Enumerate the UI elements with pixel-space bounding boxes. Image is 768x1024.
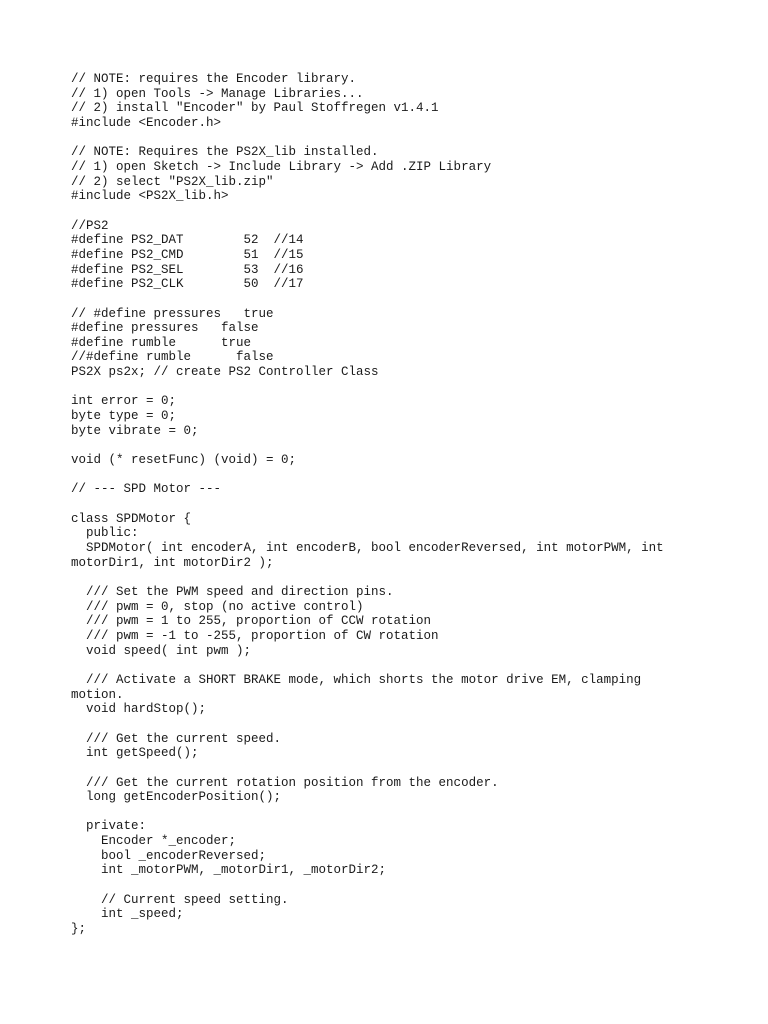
code-line: bool _encoderReversed; [71,848,267,863]
code-line: // NOTE: requires the Encoder library. [71,72,357,86]
code-line: #define PS2_SEL 53 //16 [71,262,304,277]
code-line: /// pwm = 0, stop (no active control) [71,599,364,614]
code-line: #define rumble true [71,335,252,350]
code-line: motion. [71,687,124,702]
code-line: byte vibrate = 0; [71,423,199,438]
code-line: // 1) open Tools -> Manage Libraries... [71,86,364,101]
code-line: void speed( int pwm ); [71,643,252,658]
code-line: // Current speed setting. [71,892,289,907]
code-line: #define PS2_CMD 51 //15 [71,247,304,262]
code-line [71,292,664,307]
code-line: /// Set the PWM speed and direction pins. [71,584,394,599]
code-line: long getEncoderPosition(); [71,790,282,805]
code-line [71,658,664,673]
code-line [71,805,664,820]
code-line: /// Get the current speed. [71,731,282,746]
code-line [71,380,664,395]
code-line: SPDMotor( int encoderA, int encoderB, bool encoderReversed, int motorPWM, int [71,541,664,555]
code-line [71,438,664,453]
code-line: class SPDMotor { [71,511,192,526]
code-line: // --- SPD Motor --- [71,482,222,497]
code-line: int error = 0; [71,394,177,409]
code-line: void (* resetFunc) (void) = 0; [71,453,297,468]
code-line: void hardStop(); [71,702,207,717]
code-line: /// Activate a SHORT BRAKE mode, which shorts the motor drive EM, clamping [71,672,642,687]
code-line: public: [71,526,139,541]
code-line: #include <Encoder.h> [71,115,222,130]
code-line: /// pwm = 1 to 255, proportion of CCW rotation [71,614,432,629]
code-listing [71,72,664,937]
code-line: byte type = 0; [71,409,177,424]
code-line [71,717,664,732]
code-line: }; [71,922,87,937]
code-line: // #define pressures true [71,306,274,321]
code-line: /// Get the current rotation position from the encoder. [71,775,499,790]
code-line: motorDir1, int motorDir2 ); [71,555,274,570]
code-line: //#define rumble false [71,350,274,365]
code-line: int getSpeed(); [71,746,199,761]
code-line [71,497,664,512]
code-line: #define PS2_DAT 52 //14 [71,233,304,248]
code-line: /// pwm = -1 to -255, proportion of CW rotation [71,628,439,643]
code-line: // 2) install "Encoder" by Paul Stoffregen v1.4.1 [71,101,439,116]
code-line: int _motorPWM, _motorDir1, _motorDir2; [71,863,387,878]
code-line [71,878,664,893]
code-line [71,204,664,219]
code-line: // NOTE: Requires the PS2X_lib installed. [71,145,379,160]
code-line [71,131,664,146]
code-line: private: [71,819,147,834]
code-line: #define pressures false [71,321,259,336]
code-line: //PS2 [71,218,109,233]
code-line: Encoder *_encoder; [71,834,237,849]
code-line [71,468,664,483]
code-line: // 1) open Sketch -> Include Library -> Add .ZIP Library [71,159,492,174]
code-line [71,570,664,585]
code-line: // 2) select "PS2X_lib.zip" [71,174,274,189]
code-line: #define PS2_CLK 50 //17 [71,277,304,292]
code-line: PS2X ps2x; // create PS2 Controller Class [71,365,379,380]
code-line: int _speed; [71,907,184,922]
code-line [71,761,664,776]
code-line: #include <PS2X_lib.h> [71,189,229,204]
